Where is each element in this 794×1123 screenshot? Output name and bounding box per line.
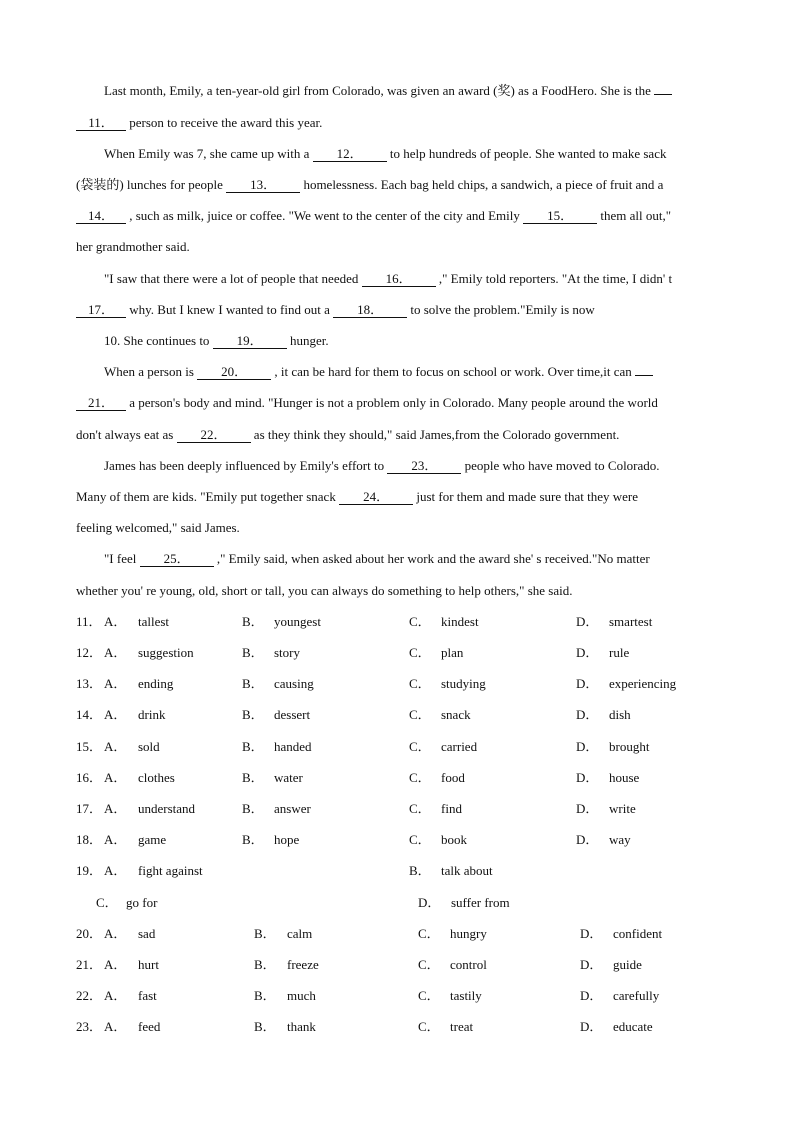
- option-text: answer: [274, 801, 311, 816]
- passage-line-6: [76, 237, 190, 257]
- passage-line-17: [76, 581, 573, 601]
- question-row-23: [76, 1017, 752, 1037]
- option-text: smartest: [609, 614, 653, 629]
- option-letter: B．: [242, 707, 264, 722]
- question-row-12: [76, 643, 752, 663]
- option-letter: A．: [104, 988, 127, 1003]
- option-text: understand: [138, 801, 196, 816]
- answer-blank-25: 25．: [140, 551, 214, 567]
- option-letter: D．: [580, 988, 603, 1003]
- passage-text: them all out,": [597, 208, 672, 223]
- question-number: 12．: [76, 645, 103, 660]
- question-number: 15．: [76, 739, 103, 754]
- question-number: 18．: [76, 832, 103, 847]
- option-letter: C．: [409, 645, 431, 660]
- answer-blank-23: 23．: [387, 458, 461, 474]
- option-text: control: [450, 957, 487, 972]
- option-text: confident: [613, 926, 663, 941]
- option-text: handed: [274, 739, 312, 754]
- option-text: suggestion: [138, 645, 194, 660]
- option-letter: B．: [409, 863, 431, 878]
- option-text: brought: [609, 739, 650, 754]
- option-letter: C．: [409, 614, 431, 629]
- answer-blank: [654, 94, 672, 95]
- passage-line-12: [76, 425, 619, 445]
- passage-line-2: [76, 113, 322, 133]
- question-row-20: [76, 924, 752, 944]
- question-row-17: [76, 799, 752, 819]
- option-letter: C．: [418, 988, 440, 1003]
- option-letter: A．: [104, 1019, 127, 1034]
- option-text: fast: [138, 988, 157, 1003]
- option-text: rule: [609, 645, 630, 660]
- passage-text: to help hundreds of people. She wanted to make sack: [386, 146, 667, 161]
- option-letter: C．: [409, 707, 431, 722]
- passage-text: , it can be hard for them to focus on school or work. Over time,it can: [271, 364, 636, 379]
- passage-text: why. But I knew I wanted to find out a: [126, 302, 334, 317]
- option-text: way: [609, 832, 631, 847]
- option-letter: D．: [580, 1019, 603, 1034]
- option-text: dessert: [274, 707, 311, 722]
- option-text: much: [287, 988, 316, 1003]
- question-row-22: [76, 986, 752, 1006]
- answer-blank-24: 24．: [339, 489, 413, 505]
- option-text: talk about: [441, 863, 493, 878]
- option-letter: A．: [104, 863, 127, 878]
- option-letter: C．: [409, 676, 431, 691]
- option-letter: A．: [104, 676, 127, 691]
- option-letter: A．: [104, 707, 127, 722]
- option-letter: B．: [242, 614, 264, 629]
- passage-text: whether you' re young, old, short or tall, you can always do something to help others," she said.: [76, 583, 573, 598]
- option-letter: A．: [104, 739, 127, 754]
- option-letter: A．: [104, 801, 127, 816]
- option-letter: D．: [580, 957, 603, 972]
- option-letter: C．: [418, 957, 440, 972]
- passage-text: James has been deeply influenced by Emily's effort to: [104, 458, 388, 473]
- option-text: treat: [450, 1019, 474, 1034]
- option-letter: C．: [96, 895, 118, 910]
- passage-text: When Emily was 7, she came up with a: [104, 146, 313, 161]
- passage-line-3: [104, 144, 666, 164]
- passage-line-16: [104, 549, 650, 569]
- option-text: thank: [287, 1019, 316, 1034]
- question-row-19-cont: [76, 893, 752, 913]
- passage-line-11: [76, 393, 658, 413]
- option-text: game: [138, 832, 167, 847]
- passage-text: , such as milk, juice or coffee. "We went to the center of the city and Emily: [126, 208, 524, 223]
- question-number: 19．: [76, 863, 103, 878]
- option-text: hungry: [450, 926, 487, 941]
- option-text: plan: [441, 645, 464, 660]
- option-letter: A．: [104, 957, 127, 972]
- question-number: 20．: [76, 926, 103, 941]
- passage-text: don't always eat as: [76, 427, 177, 442]
- option-letter: C．: [409, 770, 431, 785]
- answer-blank-13: 13．: [226, 177, 300, 193]
- option-letter: B．: [242, 676, 264, 691]
- passage-text: hunger.: [286, 333, 329, 348]
- passage-line-1: [104, 81, 672, 101]
- passage-text: her grandmother said.: [76, 239, 190, 254]
- option-text: drink: [138, 707, 166, 722]
- passage-text: (袋装的) lunches for people: [76, 177, 227, 192]
- option-letter: C．: [418, 1019, 440, 1034]
- option-letter: B．: [254, 926, 276, 941]
- question-number: 11．: [76, 614, 102, 629]
- answer-blank-11: 11．: [76, 115, 126, 131]
- answer-blank-20: 20．: [197, 364, 271, 380]
- passage-text: ," Emily said, when asked about her work and the award she' s received."No matter: [213, 551, 650, 566]
- option-text: tastily: [450, 988, 482, 1003]
- option-text: calm: [287, 926, 313, 941]
- passage-text: as they think they should," said James,from the Colorado government.: [250, 427, 620, 442]
- passage-line-5: [76, 206, 671, 226]
- passage-line-14: [76, 487, 638, 507]
- option-text: go for: [126, 895, 158, 910]
- option-text: causing: [274, 676, 314, 691]
- option-letter: C．: [409, 832, 431, 847]
- passage-line-13: [104, 456, 660, 476]
- answer-blank-22: 22．: [177, 427, 251, 443]
- option-letter: B．: [254, 1019, 276, 1034]
- option-text: fight against: [138, 863, 203, 878]
- option-letter: C．: [409, 801, 431, 816]
- question-row-15: [76, 737, 752, 757]
- question-row-13: [76, 674, 752, 694]
- option-letter: B．: [242, 739, 264, 754]
- answer-blank-21: 21．: [76, 395, 126, 411]
- option-text: carried: [441, 739, 478, 754]
- option-text: sold: [138, 739, 160, 754]
- question-number: 21．: [76, 957, 103, 972]
- option-text: freeze: [287, 957, 319, 972]
- question-number: 13．: [76, 676, 103, 691]
- option-letter: D．: [418, 895, 441, 910]
- option-letter: D．: [576, 801, 599, 816]
- option-letter: D．: [580, 926, 603, 941]
- question-number: 23．: [76, 1019, 103, 1034]
- answer-blank-16: 16．: [362, 271, 436, 287]
- option-letter: B．: [254, 957, 276, 972]
- answer-blank-17: 17．: [76, 302, 126, 318]
- option-text: write: [609, 801, 636, 816]
- option-text: suffer from: [451, 895, 510, 910]
- question-row-19: [76, 861, 752, 881]
- option-text: carefully: [613, 988, 660, 1003]
- question-number: 16．: [76, 770, 103, 785]
- answer-blank-12: 12．: [313, 146, 387, 162]
- passage-text: people who have moved to Colorado.: [461, 458, 660, 473]
- question-row-21: [76, 955, 752, 975]
- answer-blank: [635, 375, 653, 376]
- answer-blank-18: 18．: [333, 302, 407, 318]
- option-text: story: [274, 645, 300, 660]
- option-letter: D．: [576, 770, 599, 785]
- passage-text: to solve the problem."Emily is now: [407, 302, 595, 317]
- question-row-11: [76, 612, 752, 632]
- answer-blank-15: 15．: [523, 208, 597, 224]
- option-letter: A．: [104, 926, 127, 941]
- option-letter: B．: [254, 988, 276, 1003]
- option-letter: D．: [576, 707, 599, 722]
- option-text: studying: [441, 676, 486, 691]
- passage-text: When a person is: [104, 364, 198, 379]
- option-text: food: [441, 770, 465, 785]
- option-letter: C．: [409, 739, 431, 754]
- passage-text: feeling welcomed," said James.: [76, 520, 240, 535]
- passage-text: "I saw that there were a lot of people that needed: [104, 271, 362, 286]
- option-text: feed: [138, 1019, 161, 1034]
- passage-line-9: [104, 331, 329, 351]
- option-text: kindest: [441, 614, 479, 629]
- passage-text: person to receive the award this year.: [126, 115, 323, 130]
- question-row-18: [76, 830, 752, 850]
- question-number: 14．: [76, 707, 103, 722]
- option-letter: D．: [576, 739, 599, 754]
- option-letter: D．: [576, 832, 599, 847]
- question-number: 17．: [76, 801, 103, 816]
- option-text: sad: [138, 926, 156, 941]
- option-letter: B．: [242, 770, 264, 785]
- option-letter: A．: [104, 832, 127, 847]
- option-text: clothes: [138, 770, 175, 785]
- passage-line-15: [76, 518, 240, 538]
- option-text: water: [274, 770, 303, 785]
- option-text: experiencing: [609, 676, 677, 691]
- passage-text: ," Emily told reporters. "At the time, I didn' t: [435, 271, 673, 286]
- question-row-16: [76, 768, 752, 788]
- option-letter: C．: [418, 926, 440, 941]
- passage-text: Many of them are kids. "Emily put together snack: [76, 489, 340, 504]
- option-text: tallest: [138, 614, 170, 629]
- option-text: dish: [609, 707, 631, 722]
- option-text: snack: [441, 707, 471, 722]
- passage-text: 10. She continues to: [104, 333, 213, 348]
- passage-line-7: [104, 269, 672, 289]
- passage-line-10: [104, 362, 653, 382]
- passage-text: just for them and made sure that they were: [413, 489, 638, 504]
- option-text: youngest: [274, 614, 321, 629]
- option-text: hurt: [138, 957, 159, 972]
- option-letter: D．: [576, 645, 599, 660]
- option-text: ending: [138, 676, 174, 691]
- passage-text: a person's body and mind. "Hunger is not a problem only in Colorado. Many people around the world: [126, 395, 658, 410]
- option-letter: A．: [104, 645, 127, 660]
- option-letter: B．: [242, 801, 264, 816]
- option-letter: A．: [104, 614, 127, 629]
- question-number: 22．: [76, 988, 103, 1003]
- option-text: book: [441, 832, 467, 847]
- option-letter: D．: [576, 676, 599, 691]
- question-row-14: [76, 705, 752, 725]
- option-letter: B．: [242, 832, 264, 847]
- option-letter: B．: [242, 645, 264, 660]
- option-text: house: [609, 770, 640, 785]
- passage-text: "I feel: [104, 551, 140, 566]
- answer-blank-19: 19．: [213, 333, 287, 349]
- answer-blank-14: 14．: [76, 208, 126, 224]
- passage-line-4: [76, 175, 663, 195]
- option-letter: D．: [576, 614, 599, 629]
- passage-text: homelessness. Each bag held chips, a sandwich, a piece of fruit and a: [300, 177, 664, 192]
- option-text: guide: [613, 957, 642, 972]
- passage-line-8: [76, 300, 595, 320]
- option-text: hope: [274, 832, 300, 847]
- option-text: find: [441, 801, 462, 816]
- option-text: educate: [613, 1019, 653, 1034]
- passage-text: Last month, Emily, a ten-year-old girl from Colorado, was given an award (奖) as a FoodHero. She is the: [104, 83, 655, 98]
- option-letter: A．: [104, 770, 127, 785]
